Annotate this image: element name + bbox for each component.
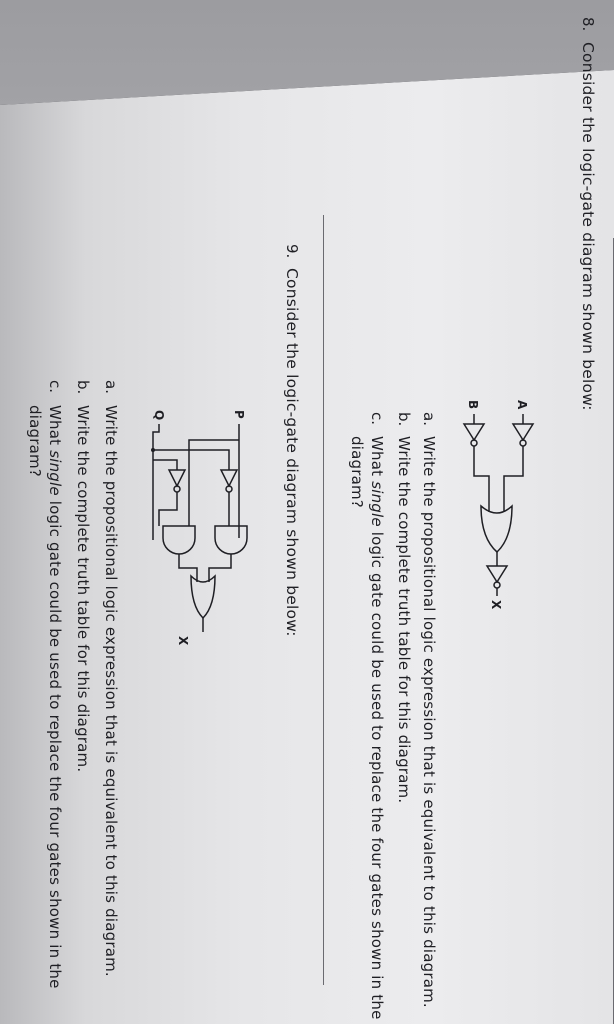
input-q-label: Q xyxy=(152,410,166,421)
wire-p-to-and-lower xyxy=(189,440,239,526)
or-gate xyxy=(191,576,215,618)
question-8-prompt: Consider the logic-gate diagram shown below: xyxy=(579,42,597,411)
q9-part-c-text-line2: diagram? xyxy=(26,405,44,477)
q8-part-a-letter: a. xyxy=(420,412,438,426)
q9-part-b-letter: b. xyxy=(74,380,92,395)
q9-part-b-text: Write the complete truth table for this diagram. xyxy=(74,405,92,773)
q9-part-a-text: Write the propositional logic expression that is equivalent to this diagram. xyxy=(102,405,120,977)
wire-q-bus xyxy=(153,424,159,540)
q8-part-a-text: Write the propositional logic expression that is equivalent to this diagram. xyxy=(420,436,438,1008)
wire-q-to-not-lower xyxy=(153,460,177,470)
not-gate-upper xyxy=(221,470,237,486)
not-gate-lower xyxy=(169,470,185,486)
wire-b-to-or xyxy=(474,446,489,512)
question-8-logic-diagram xyxy=(444,400,559,620)
or-gate xyxy=(481,506,512,552)
question-9-prompt: Consider the logic-gate diagram shown below: xyxy=(283,268,301,637)
q9-part-a-letter: a. xyxy=(102,380,120,394)
not-gate-a xyxy=(513,424,533,440)
question-8-number: 8. xyxy=(579,17,597,32)
q9-part-c-text xyxy=(46,405,64,989)
output-x-label: X xyxy=(176,636,190,646)
question-separator-rule xyxy=(323,215,324,985)
q9-part-c-emphasis: single xyxy=(46,450,64,496)
q8-part-c-text-post: logic gate could be used to replace the four gates shown in the xyxy=(368,526,386,1020)
wire-and-lower-to-or xyxy=(179,554,197,582)
q8-part-c-text-pre: What xyxy=(368,436,386,482)
question-9-logic-diagram xyxy=(134,410,259,685)
q9-part-c-letter: c. xyxy=(46,380,64,394)
not-gate-b xyxy=(464,424,484,440)
wire-not-lower-to-and xyxy=(159,492,177,526)
q8-part-c-text-line2: diagram? xyxy=(348,436,366,508)
q8-part-c-letter: c. xyxy=(368,412,386,426)
q8-part-c-emphasis: single xyxy=(368,481,386,527)
wire-a-to-or xyxy=(504,446,523,512)
q9-part-c-text-pre: What xyxy=(46,405,64,451)
junction-dot xyxy=(151,448,155,452)
question-9-number: 9. xyxy=(283,244,301,259)
and-gate-upper xyxy=(215,526,247,554)
output-x-label: X xyxy=(489,600,503,610)
q9-part-c-text-post: logic gate could be used to replace the four gates shown in the xyxy=(46,495,64,989)
q8-part-b-letter: b. xyxy=(395,412,413,427)
q8-part-c-text xyxy=(368,436,386,1020)
q8-part-b-text: Write the complete truth table for this diagram. xyxy=(395,436,413,804)
input-p-label: P xyxy=(232,410,246,419)
and-gate-lower xyxy=(163,526,195,554)
input-a-label: A xyxy=(515,400,529,410)
not-gate-out xyxy=(487,566,507,582)
input-b-label: B xyxy=(466,400,480,410)
